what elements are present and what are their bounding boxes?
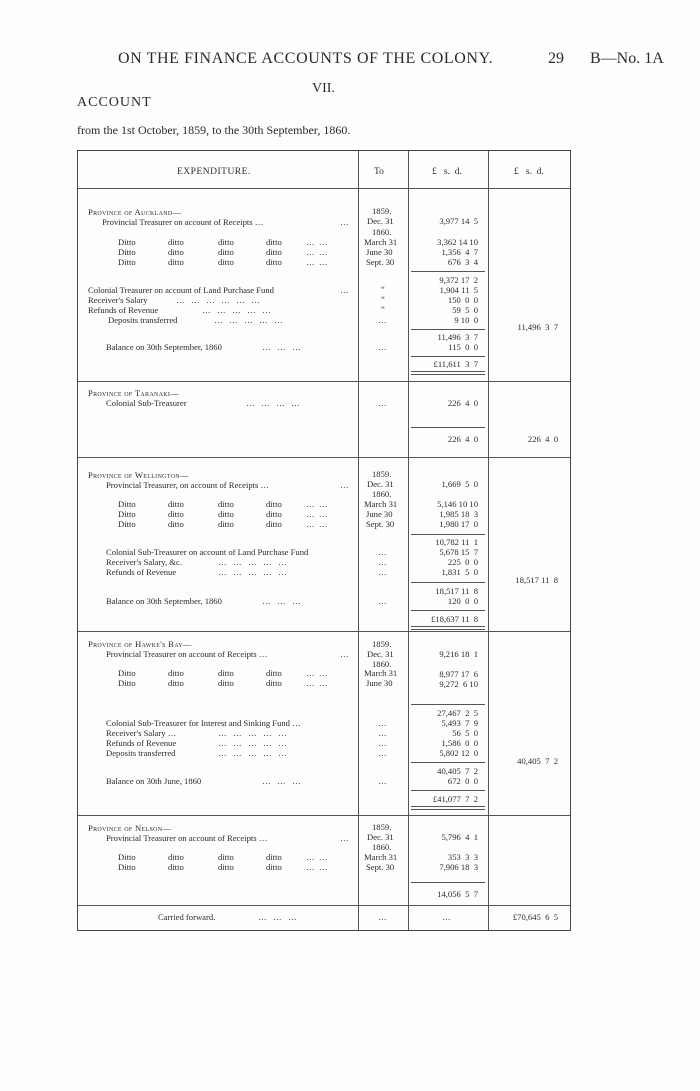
ditto: ditto [266,852,282,862]
entry-ditto-mark: “ [381,304,385,314]
entry-dots: … … [306,852,328,862]
balance-label: Balance on 30th June, 1860 [106,776,202,786]
ditto: ditto [168,678,184,688]
entry-amount: 226 4 0 [447,398,478,408]
ditto: ditto [218,852,234,862]
ditto: Ditto [118,509,136,519]
entry-date: Dec. 31 [367,649,394,659]
subtotal-rule [411,582,485,583]
section-rule [78,381,570,382]
entry-date: Sept. 30 [366,257,395,267]
entry-dots: … … [306,257,328,267]
entry-year: 1860. [372,842,392,852]
entry-dots: … … [306,247,328,257]
entry-label: Colonial Treasurer on account of Land Purchase Fund [88,285,274,295]
entry-amount: 5,802 12 0 [439,748,478,758]
entry-amount: 1,356 4 7 [441,247,478,257]
total-rule [411,790,485,791]
entry-date: March 31 [364,852,398,862]
entry-date: March 31 [364,499,398,509]
entry-date: March 31 [364,668,398,678]
ditto: ditto [218,257,234,267]
ditto: ditto [266,499,282,509]
ditto: ditto [218,519,234,529]
entry-date: June 30 [366,509,393,519]
entry-year: 1860. [372,227,392,237]
ditto: ditto [218,247,234,257]
entry-amount: 5,678 15 7 [439,547,478,557]
province-heading: Province of Nelson— [88,823,172,833]
entry-amount: 1,985 18 3 [439,509,478,519]
document-reference: B—No. 1A [590,50,664,67]
entry-to-dots: … [378,567,387,577]
entry-dots: … … [306,678,328,688]
total-rule [411,610,485,611]
ditto: Ditto [118,257,136,267]
page-number: 29 [548,50,564,67]
entry-ditto-mark: “ [381,294,385,304]
entry-dots: … [340,649,349,659]
entry-dots: … … … … … [218,557,287,567]
section-number: VII. [312,81,335,96]
grand-amount: £18,637 11 8 [431,614,478,624]
entry-dots: … [340,217,349,227]
entry-amount: 353 3 3 [447,852,478,862]
entry-dots: … … [306,509,328,519]
entry-to-dots: … [378,738,387,748]
entry-amount-dots: … [442,912,451,922]
carried-forward-label: Carried forward. [158,912,216,922]
ditto: ditto [218,668,234,678]
entry-dots: … … … … … [218,728,287,738]
section-rule [78,815,570,816]
entry-year: 1859. [372,469,392,479]
entry-amount: 3,977 14 5 [439,216,478,226]
entry-label: Provincial Treasurer, on account of Receipts … [106,480,270,490]
entry-year: 1859. [372,206,392,216]
subtotal-amount: 27,467 2 5 [437,708,478,718]
ditto: Ditto [118,247,136,257]
province-heading: Province of Wellington— [88,470,189,480]
entry-amount: 1,904 11 5 [439,285,478,295]
entry-dots: … … … … [246,398,300,408]
entry-label: Refunds of Revenue [106,738,177,748]
entry-label: Deposits transferred [106,748,176,758]
column-rule [488,151,489,930]
ditto: ditto [168,237,184,247]
ditto: ditto [266,862,282,872]
ditto: ditto [266,509,282,519]
column-header-to: To [374,167,384,177]
entry-to-dots: … [378,596,387,606]
ditto: ditto [266,668,282,678]
subtotal-amount: 10,782 11 1 [435,537,478,547]
entry-year: 1859. [372,822,392,832]
entry-amount: 1,586 0 0 [441,738,478,748]
ditto: ditto [218,862,234,872]
ditto: Ditto [118,668,136,678]
header-rule [78,188,570,189]
subtotal-rule [411,704,485,705]
ditto: ditto [218,499,234,509]
ditto: Ditto [118,499,136,509]
ditto: ditto [168,247,184,257]
entry-to-dots: … [378,748,387,758]
ditto: ditto [218,509,234,519]
ditto: ditto [266,257,282,267]
entry-amount: 9,216 18 1 [439,649,478,659]
entry-label: Receiver's Salary … [106,728,177,738]
account-heading: ACCOUNT [77,95,152,110]
entry-amount: 9 10 0 [454,315,478,325]
column-header-amount: £ s. d. [432,167,462,177]
entry-year: 1860. [372,659,392,669]
entry-to-dots: … [378,547,387,557]
province-heading: Province of Taranaki— [88,388,180,398]
double-rule [411,371,485,375]
entry-amount: 1,980 17 0 [439,519,478,529]
entry-label: Provincial Treasurer on account of Receipts … [106,649,268,659]
expenditure-table [77,150,571,931]
ditto: ditto [168,499,184,509]
ditto: Ditto [118,852,136,862]
balance-amount: 672 0 0 [447,776,478,786]
entry-amount: 150 0 0 [447,295,478,305]
entry-amount: 3,362 14 10 [437,237,478,247]
column-rule [408,151,409,930]
balance-amount: 115 0 0 [448,342,478,352]
entry-dots: … … … … … [214,315,283,325]
ditto: Ditto [118,519,136,529]
entry-amount: 225 0 0 [447,557,478,567]
entry-amount: 56 5 0 [452,728,478,738]
subtotal-amount: 9,372 17 2 [439,275,478,285]
entry-date: Dec. 31 [367,479,394,489]
entry-to-dots: … [378,398,387,408]
entry-to-dots: … [378,342,387,352]
carried-forward-total: £70,645 6 5 [512,912,558,922]
entry-label: Refunds of Revenue [88,305,159,315]
subtotal-amount: 18,517 11 8 [435,586,478,596]
subtotal-rule [411,762,485,763]
entry-dots: … … … … … [218,738,287,748]
total-rule [411,356,485,357]
entry-ditto-mark: “ [381,284,385,294]
entry-dots: … … [306,519,328,529]
section-rule [78,457,570,458]
entry-dots: … [340,833,349,843]
entry-date: June 30 [366,247,393,257]
subtotal-amount: 14,056 5 7 [437,889,478,899]
entry-label: Deposits transferred [108,315,178,325]
entry-label: Receiver's Salary [88,295,148,305]
ditto: ditto [168,519,184,529]
entry-dots: … … … … … [218,748,287,758]
entry-amount: 1,831 5 0 [441,567,478,577]
page-title: ON THE FINANCE ACCOUNTS OF THE COLONY. [118,50,494,67]
balance-label: Balance on 30th September, 1860 [106,342,222,352]
entry-dots: … … … [258,912,297,922]
ditto: Ditto [118,862,136,872]
ditto: ditto [266,237,282,247]
grand-amount: £41,077 7 2 [432,794,478,804]
province-total: 11,496 3 7 [517,322,558,332]
entry-dots: … … [306,237,328,247]
entry-amount: 5,146 10 10 [437,499,478,509]
ditto: ditto [168,852,184,862]
entry-dots: … … … [262,776,301,786]
entry-label: Refunds of Revenue [106,567,177,577]
entry-label: Receiver's Salary, &c. [106,557,182,567]
province-heading: Province of Auckland— [88,207,182,217]
subtotal-rule [411,427,485,428]
entry-dots: … [340,285,349,295]
entry-dots: … … [306,668,328,678]
entry-amount: 676 3 4 [447,257,478,267]
ditto: ditto [168,668,184,678]
entry-date: Dec. 31 [367,216,394,226]
entry-dots: … … … … … [202,305,271,315]
ditto: ditto [168,862,184,872]
entry-dots: … [340,480,349,490]
entry-dots: … … [306,499,328,509]
subtotal-rule [411,329,485,330]
entry-to-dots: … [378,557,387,567]
entry-label: Colonial Sub-Treasurer [106,398,187,408]
entry-amount: 5,796 4 1 [441,832,478,842]
entry-date: Sept. 30 [366,862,395,872]
entry-to-dots: … [378,315,387,325]
ditto: ditto [218,237,234,247]
subtotal-rule [411,882,485,883]
entry-amount: 7,906 18 3 [439,862,478,872]
province-total: 18,517 11 8 [515,575,558,585]
entry-to-dots: … [378,718,387,728]
entry-year: 1859. [372,639,392,649]
subtotal-rule [411,271,485,272]
entry-dots: … … … … … [218,567,287,577]
entry-date: March 31 [364,237,398,247]
entry-dots: … … [306,862,328,872]
balance-amount: 120 0 0 [447,596,478,606]
entry-year: 1860. [372,489,392,499]
ditto: ditto [266,678,282,688]
entry-label: Provincial Treasurer on account of Receipts … [106,833,268,843]
province-heading: Province of Hawke's Bay— [88,639,192,649]
entry-label: Provincial Treasurer on account of Receipts … [102,217,264,227]
entry-to-dots: … [378,776,387,786]
ditto: Ditto [118,237,136,247]
column-header-total: £ s. d. [514,167,544,177]
subtotal-amount: 226 4 0 [447,434,478,444]
balance-label: Balance on 30th September, 1860 [106,596,222,606]
ditto: ditto [266,247,282,257]
ditto: ditto [218,678,234,688]
double-rule [411,806,485,810]
entry-date: Sept. 30 [366,519,395,529]
ditto: ditto [266,519,282,529]
entry-amount: 5,493 7 9 [441,718,478,728]
column-header-expenditure: EXPENDITURE. [177,167,251,177]
entry-amount: 1,669 5 0 [441,479,478,489]
subtotal-rule [411,534,485,535]
entry-date: June 30 [366,678,393,688]
ditto: ditto [168,257,184,267]
account-period: from the 1st October, 1859, to the 30th September, 1860. [77,123,351,137]
entry-to-dots: … [378,912,387,922]
ditto: ditto [168,509,184,519]
entry-label: Colonial Sub-Treasurer on account of Land Purchase Fund [106,547,309,557]
entry-amount: 8,977 17 6 [439,669,478,679]
subtotal-amount: 11,496 3 7 [437,332,478,342]
entry-amount: 9,272 6 10 [439,679,478,689]
subtotal-amount: 40,405 7 2 [437,766,478,776]
province-total: 226 4 0 [527,434,558,444]
province-total: 40,405 7 2 [517,756,558,766]
ditto: Ditto [118,678,136,688]
entry-label: Colonial Sub-Treasurer for Interest and Sinking Fund … [106,718,301,728]
entry-to-dots: … [378,728,387,738]
double-rule [411,626,485,630]
entry-dots: … … … [262,342,301,352]
section-rule [78,631,570,632]
column-rule [358,151,359,930]
entry-dots: … … … [262,596,301,606]
entry-dots: … … … … … … [176,295,260,305]
entry-date: Dec. 31 [367,832,394,842]
section-rule [78,905,570,906]
entry-amount: 59 5 0 [452,305,478,315]
grand-amount: £11,611 3 7 [433,359,478,369]
